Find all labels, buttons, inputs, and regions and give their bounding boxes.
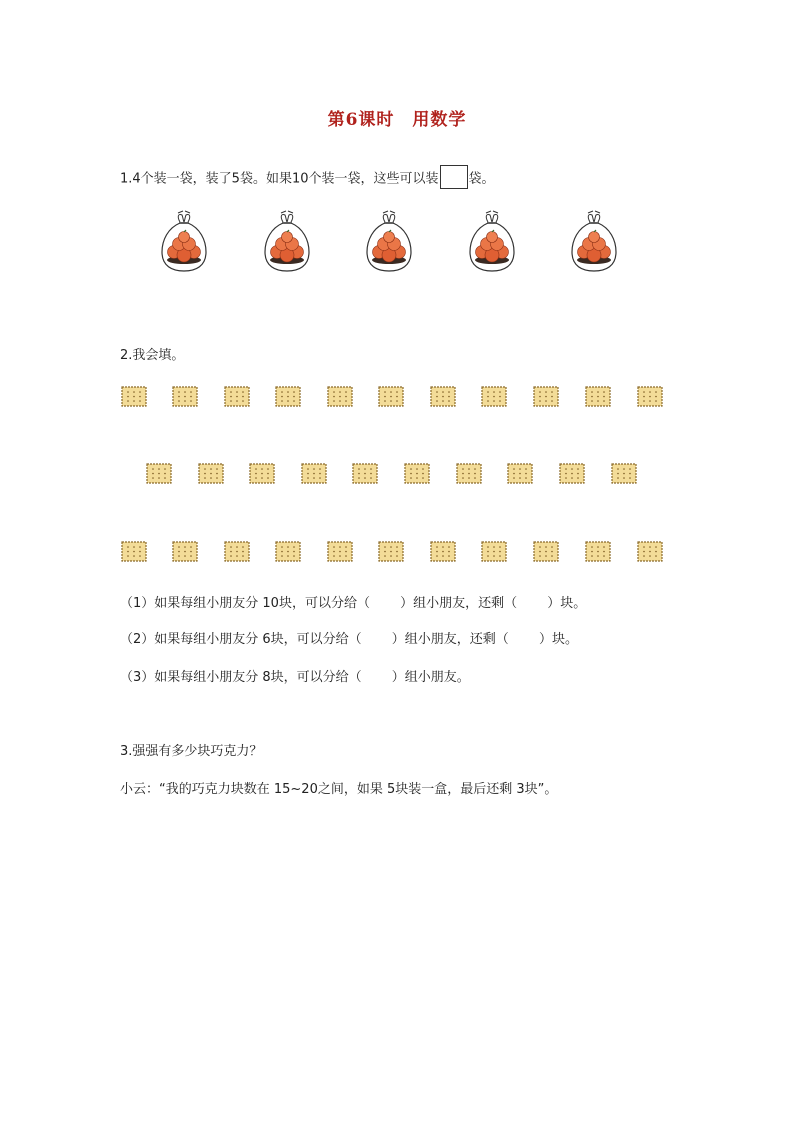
question-2-part-3: （3）如果每组小朋友分 8块，可以分给（ ）组小朋友。 bbox=[120, 670, 470, 685]
question-1-suffix: 袋。 bbox=[468, 171, 495, 187]
cracker-icon bbox=[559, 463, 585, 484]
question-2-heading: 2.我会填。 bbox=[120, 348, 185, 363]
cracker-icon bbox=[378, 386, 404, 407]
page-title: 第6课时 用数学 bbox=[327, 110, 467, 130]
bag-group bbox=[160, 210, 620, 274]
question-1-text: 1.4个装一袋，装了5袋。如果10个装一袋，这些可以装 bbox=[120, 171, 439, 187]
cracker-icon bbox=[456, 463, 482, 484]
peach-bag-icon bbox=[468, 210, 516, 272]
cracker-icon bbox=[327, 541, 353, 562]
question-2-part-1: （1）如果每组小朋友分 10块，可以分给（ ）组小朋友，还剩（ ）块。 bbox=[120, 596, 587, 611]
cracker-icon bbox=[404, 463, 430, 484]
question-3-heading: 3.强强有多少块巧克力？ bbox=[120, 744, 263, 759]
cracker-icon bbox=[172, 386, 198, 407]
cracker-icon bbox=[172, 541, 198, 562]
cracker-icon bbox=[198, 463, 224, 484]
cracker-icon bbox=[327, 386, 353, 407]
cracker-icon bbox=[585, 386, 611, 407]
cracker-icon bbox=[378, 541, 404, 562]
cracker-icon bbox=[275, 386, 301, 407]
cracker-row bbox=[0, 386, 794, 410]
cracker-icon bbox=[637, 386, 663, 407]
cracker-icon bbox=[224, 386, 250, 407]
cracker-icon bbox=[637, 541, 663, 562]
cracker-icon bbox=[224, 541, 250, 562]
peach-bag-icon bbox=[160, 210, 208, 272]
cracker-icon bbox=[611, 463, 637, 484]
cracker-icon bbox=[275, 541, 301, 562]
cracker-icon bbox=[430, 541, 456, 562]
cracker-icon bbox=[146, 463, 172, 484]
peach-bag-icon bbox=[365, 210, 413, 272]
cracker-icon bbox=[352, 463, 378, 484]
cracker-icon bbox=[533, 541, 559, 562]
question-3-quote: 小云：“我的巧克力块数在 15~20之间，如果 5块装一盒，最后还剩 3块”。 bbox=[120, 782, 558, 797]
cracker-icon bbox=[249, 463, 275, 484]
cracker-row bbox=[0, 463, 794, 487]
cracker-icon bbox=[121, 541, 147, 562]
cracker-icon bbox=[481, 541, 507, 562]
answer-box[interactable] bbox=[440, 165, 468, 189]
cracker-icon bbox=[121, 386, 147, 407]
cracker-icon bbox=[585, 541, 611, 562]
cracker-icon bbox=[430, 386, 456, 407]
peach-bag-icon bbox=[263, 210, 311, 272]
question-1 bbox=[120, 167, 495, 191]
cracker-row bbox=[0, 541, 794, 565]
peach-bag-icon bbox=[570, 210, 618, 272]
question-2-part-2: （2）如果每组小朋友分 6块，可以分给（ ）组小朋友，还剩（ ）块。 bbox=[120, 632, 578, 647]
cracker-icon bbox=[507, 463, 533, 484]
cracker-icon bbox=[533, 386, 559, 407]
cracker-icon bbox=[481, 386, 507, 407]
cracker-icon bbox=[301, 463, 327, 484]
